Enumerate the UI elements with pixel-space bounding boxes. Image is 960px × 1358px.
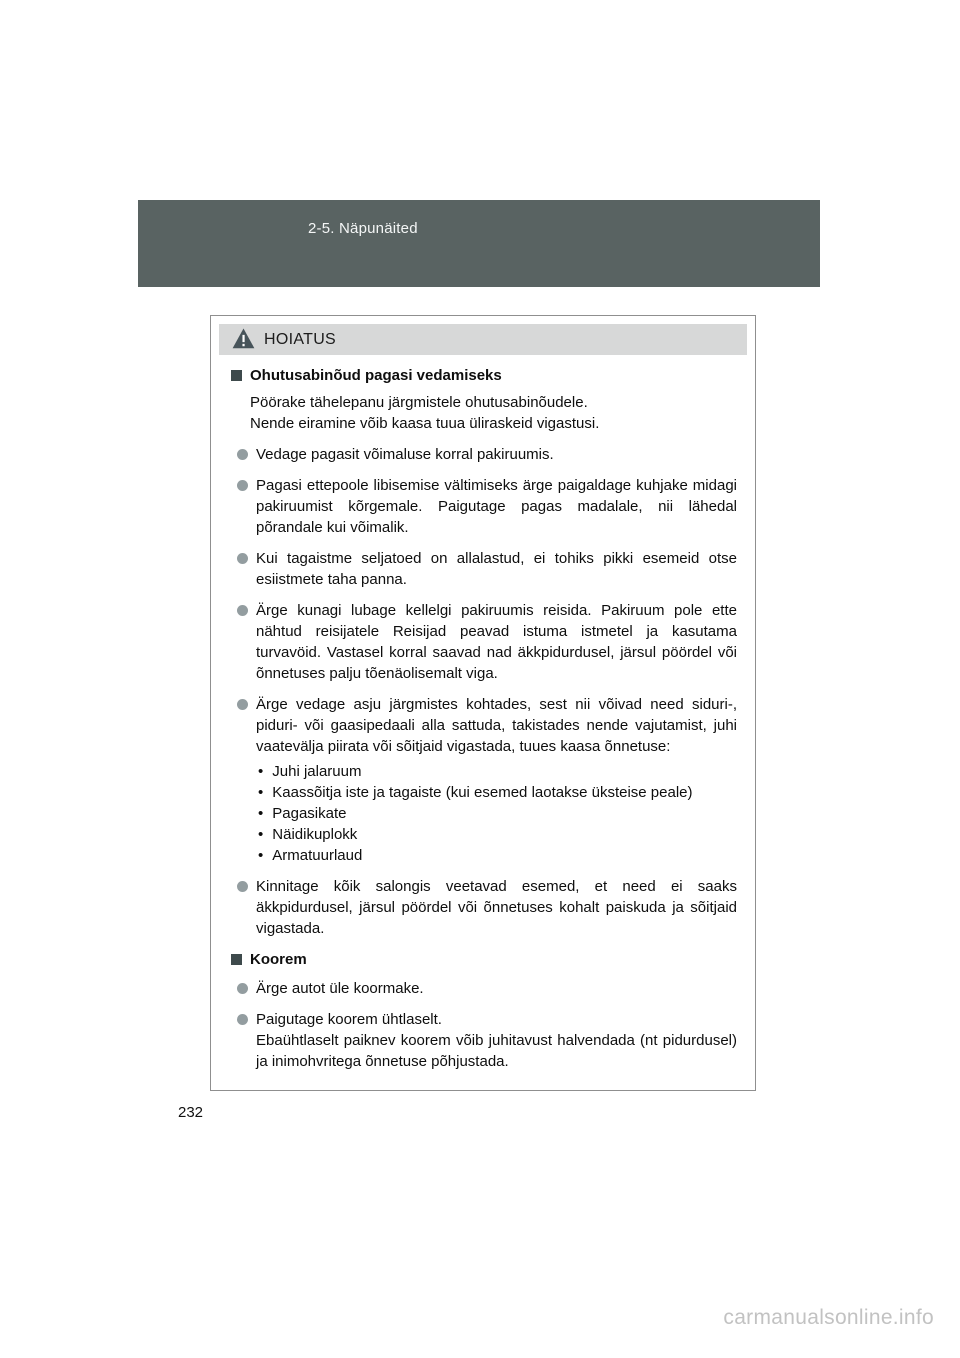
circle-bullet-icon [237,1014,248,1025]
warning-box [210,315,756,1091]
bullet-item [237,1009,737,1030]
sub-bullet-text: Pagasikate [272,805,347,822]
circle-bullet-icon [237,983,248,994]
circle-bullet-icon [237,699,248,710]
bullet-text: Vedage pagasit võimaluse korral pakiruumis. [256,446,554,463]
sub-bullet-text: Kaassõitja iste ja tagaiste (kui esemed laotakse üksteise peale) [272,784,693,801]
bullet-item [237,694,737,757]
bullet-text: Ärge kunagi lubage kellelgi pakiruumis reisida. Pakiruum pole ette nähtud reisijatele Reisijad peavad istuma istmetel ja kasutama turvavöid. Vastasel korral saavad nad äkkpidurdusel, järsul pöördel või õnnetuses palju tõenäolisemalt viga. [256,602,737,682]
bullet-text: Pagasi ettepoole libisemise vältimiseks ärge paigaldage kuhjake midagi pakiruumist kõrgemale. Paigutage pagas madalale, nii lähedal põrandale kui võimalik. [256,477,737,536]
circle-bullet-icon [237,881,248,892]
sub-bullet-item [258,803,737,824]
bullet-item [237,876,737,939]
circle-bullet-icon [237,480,248,491]
circle-bullet-icon [237,553,248,564]
intro-line: Pöörake tähelepanu järgmistele ohutusabinõudele. [250,394,588,411]
bullet-text: Ärge vedage asju järgmistes kohtades, sest nii võivad need siduri-, piduri- või gaasipedaali alla sattuda, takistades nende vajutamist, juhi vaatevälja piirata või sõitjaid vigastada, tuues kaasa õnnetuse: [256,696,737,755]
dot-bullet-icon [258,845,263,866]
section-heading [231,367,737,384]
bullet-item [237,444,737,465]
square-bullet-icon [231,370,242,381]
section-heading-text: Koorem [250,951,307,968]
bullet-item [237,600,737,684]
bullet-text: Kui tagaistme seljatoed on allalastud, ei tohiks pikki esemeid otse esiistmete taha panna. [256,550,737,588]
section-heading [231,951,737,968]
bullet-item [237,548,737,590]
warning-title-bar [219,324,747,355]
dot-bullet-icon [258,824,263,845]
sub-bullet-item [258,824,737,845]
bullet-text: Ärge autot üle koormake. [256,980,424,997]
sub-bullet-text: Armatuurlaud [272,847,363,864]
sub-bullet-text: Juhi jalaruum [272,763,362,780]
warning-triangle-icon [232,328,255,349]
sub-bullet-item [258,782,737,803]
sub-bullet-item [258,761,737,782]
bullet-text: Paigutage koorem ühtlaselt. [256,1011,442,1028]
chapter-header-band [138,200,820,287]
sub-bullet-item [258,845,737,866]
dot-bullet-icon [258,782,263,803]
square-bullet-icon [231,954,242,965]
watermark: carmanualsonline.info [723,1306,934,1329]
sub-bullet-text: Näidikuplokk [272,826,358,843]
circle-bullet-icon [237,449,248,460]
warning-content [219,367,747,1072]
sub-bullet-list [258,761,737,866]
circle-bullet-icon [237,605,248,616]
page-number: 232 [178,1104,204,1121]
warning-title: HOIATUS [264,330,337,348]
bullet-continuation-text: Ebaühtlaselt paiknev koorem võib juhitavust halvendada (nt pidurdusel) ja inimohvritega õnnetuse põhjustada. [256,1032,737,1070]
bullet-item [237,475,737,538]
section-heading-text: Ohutusabinõud pagasi vedamiseks [250,367,502,384]
intro-line: Nende eiramine võib kaasa tuua üliraskeid vigastusi. [250,415,600,432]
bullet-text: Kinnitage kõik salongis veetavad esemed, et need ei saaks äkkpidurdusel, järsul pöördel või õnnetuses kohalt paiskuda ja sõitjaid vigastada. [256,878,737,937]
bullet-item [237,978,737,999]
dot-bullet-icon [258,761,263,782]
chapter-title: 2-5. Näpunäited [308,220,418,237]
dot-bullet-icon [258,803,263,824]
